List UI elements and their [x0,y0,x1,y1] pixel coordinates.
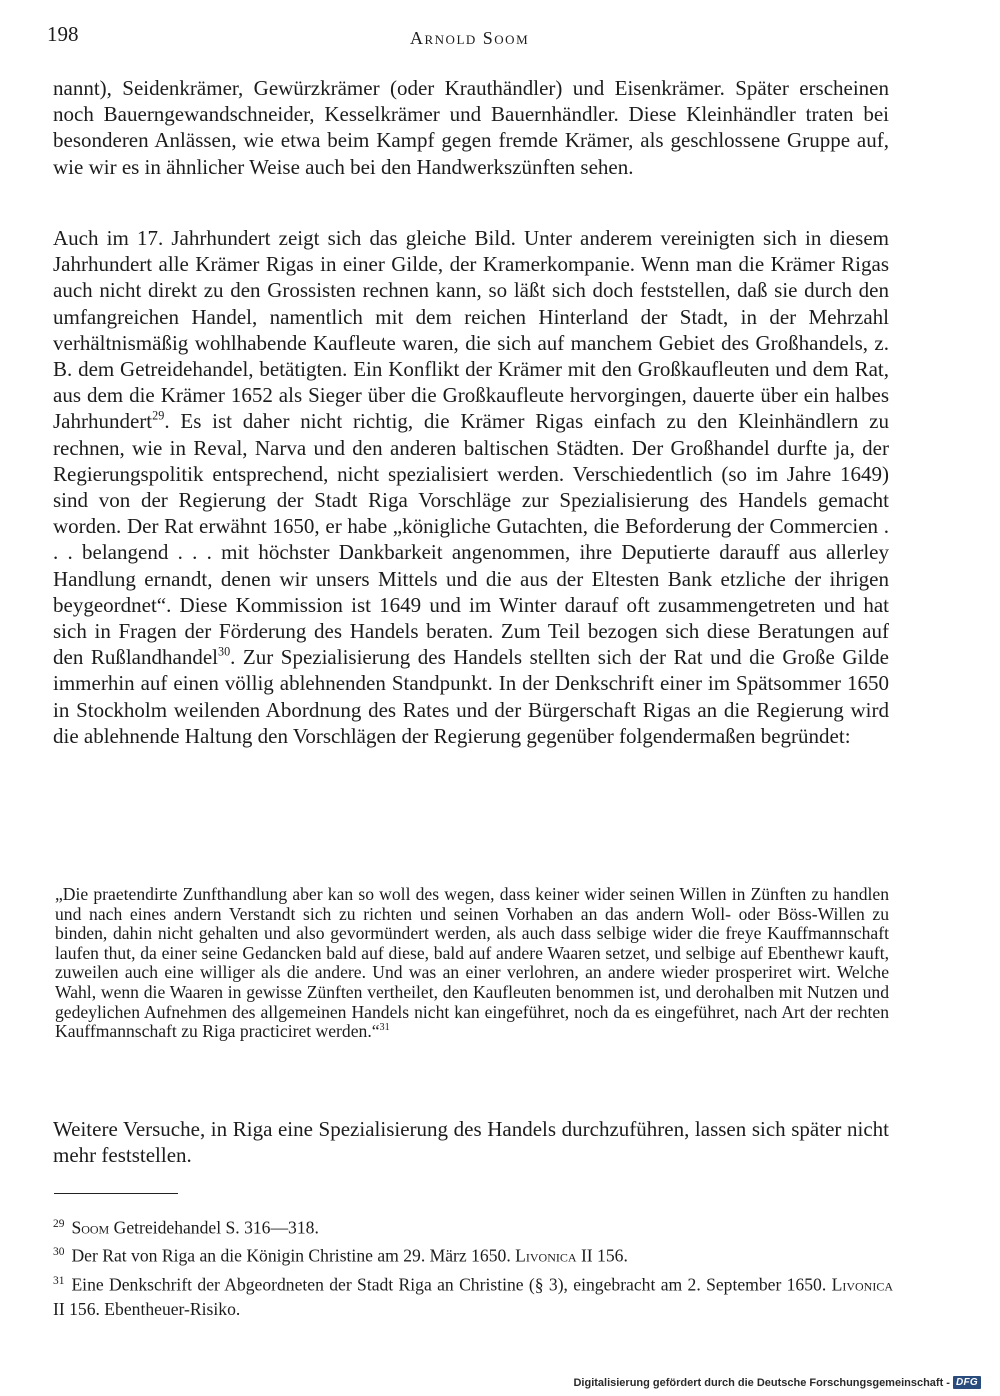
footnote-text: II 156. [576,1245,628,1266]
body-paragraph [53,75,889,180]
credit-text: Digitalisierung gefördert durch die Deutsche Forschungsgemeinschaft - [573,1376,950,1389]
footnote-ref: 30 [217,644,231,659]
footnote [53,1240,893,1268]
footnote-text: Getreidehandel S. 316—318. [109,1217,319,1238]
footnote-separator [54,1193,178,1194]
author-or-source-name: Livonica [515,1245,577,1266]
footnote-text: Eine Denkschrift der Abgeordneten der Stadt Riga an Christine (§ 3), eingebracht am 2. September 1650. [71,1273,832,1294]
dfg-logo: DFG [953,1376,981,1389]
text-run: . Es ist daher nicht richtig, die Krämer Rigas einfach zu den Kleinhändlern zu rechnen, wie in Reval, Narva und den anderen baltischen Städten. Der Großhandel durfte ja, der Regierungspolitik entsprechend, nicht spezialisiert werden. Verschiedentlich (so im Jahre 1649) sind von der Regierung der Stadt Riga Vorschläge zur Spezialisierung des Handels gemacht worden. Der Rat erwähnt 1650, er habe „königliche Gutachten, die Beforderung der Commercien . . . belangend . . . mit höchster Dankbarkeit angenommen, ihre Deputierte darauff aus allerley Handlung ernandt, denen wir unsers Mittels und die aus der Eltesten Bank etzliche der ihrigen beygeordnet“. Diese Kommission ist 1649 und im Winter darauf oft zusammengetreten und hat sich in Fragen der Förderung des Handels beraten. Zum Teil bezogen sich diese Beratungen auf den Rußlandhandel [53,409,889,670]
text-run: Auch im 17. Jahrhundert zeigt sich das gleiche Bild. Unter anderem vereinigten sich in diesem Jahrhundert alle Krämer Rigas in einer Gilde, der Kramerkompanie. Wenn man die Krämer Rigas auch nicht direkt zu den Grossisten rechnen kann, so läßt sich doch feststellen, daß sie durch den umfangreichen Handel, namentlich mit dem reichen Hinterland der Stadt, in der Mehrzahl verhältnismäßig wohlhabende Kaufleute waren, die sich auf manchem Gebiet des Großhandels, z. B. dem Getreidehandel, betätigten. Ein Konflikt der Krämer mit den Großkaufleuten und dem Rat, aus dem die Krämer 1652 als Sieger über die Großkaufleute hervorgingen, dauerte über ein halbes Jahrhundert [53,226,889,434]
body-paragraph [53,225,889,749]
author-or-source-name: Livonica [831,1273,893,1294]
footnote [53,1269,893,1322]
footnote [53,1212,893,1240]
body-paragraph [53,1116,889,1168]
text-run: Weitere Versuche, in Riga eine Spezialisierung des Handels durchzuführen, lassen sich später nicht mehr feststellen. [53,1117,889,1168]
footnotes [53,1212,893,1322]
footnote-marker: 29 [53,1218,65,1230]
page-number: 198 [47,22,79,46]
footnote-marker: 30 [53,1246,65,1259]
author-or-source-name: Soom [71,1217,110,1238]
text-run: „Die praetendirte Zunfthandlung aber kan so woll des wegen, dass keiner wider seinen Willen in Zünften zu handlen und nach eines andern Verstandt sich zu richten und seinen Vorhaben an das andern Woll- oder Böss-Willen zu binden, dahin nicht gehalten und also gevormündert werden, als auch dass selbige wider die freye Kauffmannschaft laufen thut, da einer seine Gedancken bald auf diese, bald auf andere Waaren setzet, und selbige auf Ebenthewr kauft, zuweilen auch eine williger als die andere. Und was an einer verlohren, an andere wieder prosperiret wirt. Welche Wahl, wenn die Waaren in gewisse Zünften vertheilet, den Kaufleuten benommen ist, und derohalben mit Nutzen und gedeylichen Aufnehmen des allgemeinen Handels nicht kan eingeführet, noch da es eingeführet, nach Art der rechten Kauffmannschaft zu Riga practiciret werden.“ [55,884,889,1042]
block-quote [55,885,889,1042]
footnote-text: Der Rat von Riga an die Königin Christine am 29. März 1650. [71,1245,516,1266]
footnote-ref: 31 [379,1022,390,1034]
running-head: Arnold Soom [410,28,530,48]
text-run: nannt), Seidenkrämer, Gewürzkrämer (oder Krauthändler) und Eisenkrämer. Später erscheinen noch Bauerngewandschneider, Kesselkrämer und Bauernhändler. Diese Kleinhändler traten bei besonderen Anlässen, wie etwa beim Kampf gegen fremde Krämer, als geschlossene Gruppe auf, wie wir es in ähnlicher Weise auch bei den Handwerkszünften sehen. [53,76,889,179]
footnote-text: II 156. Ebentheuer-Risiko. [53,1298,241,1319]
digitization-credit [573,1376,981,1389]
footnote-marker: 31 [53,1274,65,1287]
footnote-ref: 29 [152,408,165,423]
text-run: . Zur Spezialisierung des Handels stellten sich der Rat und die Große Gilde immerhin auf einen völlig ablehnenden Standpunkt. In der Denkschrift einer im Spätsommer 1650 in Stockholm weilenden Abordnung des Rates und der Bürgerschaft Rigas an die Regierung wird die ablehnende Haltung den Vorschlägen der Regierung gegenüber folgendermaßen begründet: [53,645,889,748]
